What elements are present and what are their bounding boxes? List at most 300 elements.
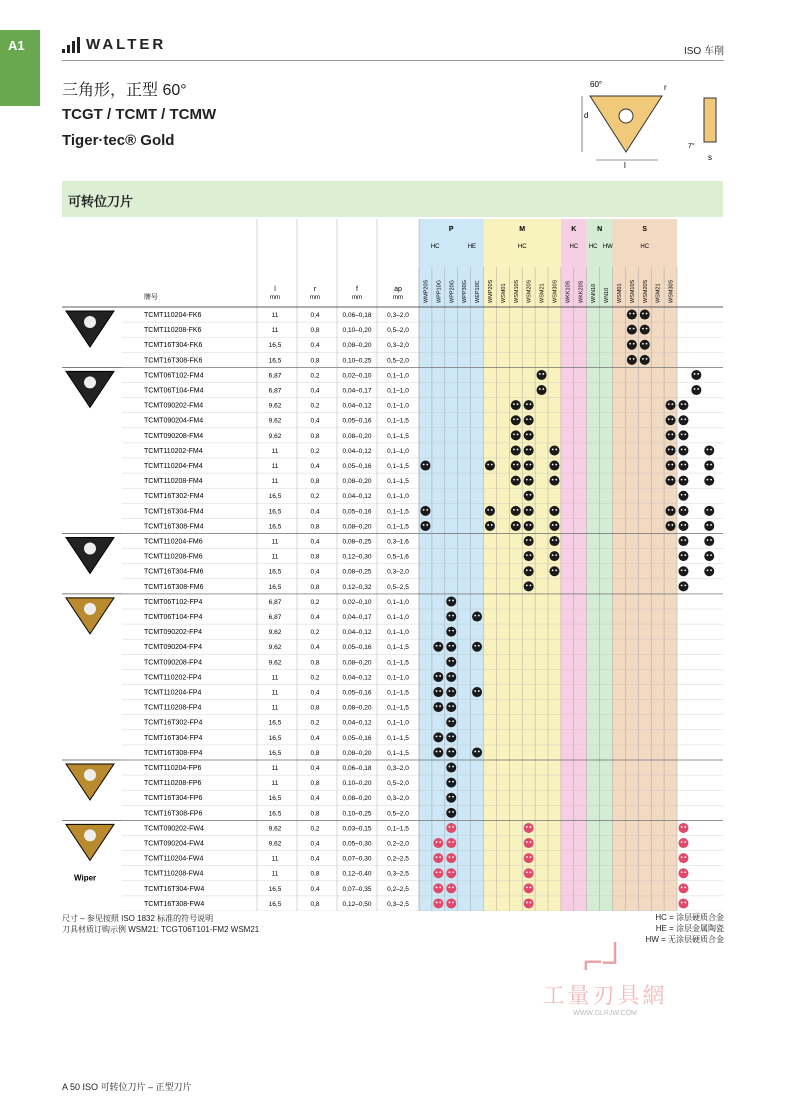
suitability-g-icon bbox=[678, 506, 688, 516]
suitability-w-icon bbox=[446, 868, 456, 878]
mark-eye-icon bbox=[629, 328, 631, 330]
suitability-h-icon bbox=[446, 672, 456, 682]
row-val: 9,62 bbox=[268, 825, 282, 833]
mark-eye-icon bbox=[436, 886, 438, 888]
mark-eye-icon bbox=[452, 630, 454, 632]
brand-name: WALTER bbox=[86, 36, 167, 53]
row-val: 9,62 bbox=[268, 402, 282, 410]
row-val: 0,1–1,0 bbox=[387, 387, 409, 395]
row-val: 0,12–0,30 bbox=[342, 553, 372, 561]
mark-eye-icon bbox=[449, 735, 451, 737]
row-val: 0,08–0,20 bbox=[342, 795, 372, 803]
suitability-x-icon bbox=[549, 566, 559, 576]
mark-eye-icon bbox=[513, 509, 515, 511]
mark-eye-icon bbox=[530, 433, 532, 435]
mark-eye-icon bbox=[681, 826, 683, 828]
title-models: TCGT / TCMT / TCMW bbox=[62, 106, 217, 123]
mark-eye-icon bbox=[436, 841, 438, 843]
row-val: 11 bbox=[271, 674, 279, 682]
mark-eye-icon bbox=[707, 524, 709, 526]
grade-legend bbox=[646, 912, 724, 945]
suitability-w-icon bbox=[678, 838, 688, 848]
row-val: 0,05–0,30 bbox=[342, 840, 372, 848]
suitability-h-icon bbox=[446, 596, 456, 606]
row-val: 0,08–0,20 bbox=[342, 749, 372, 757]
row-val: 0,8 bbox=[310, 704, 320, 712]
row-designation: TCMT110208-FK6 bbox=[144, 327, 202, 335]
row-val: 0,1–1,5 bbox=[387, 523, 409, 531]
row-val: 0,2 bbox=[310, 372, 320, 380]
suitability-x-icon bbox=[549, 536, 559, 546]
row-designation: TCMT110202-FM4 bbox=[144, 447, 203, 455]
mark-eye-icon bbox=[684, 464, 686, 466]
row-val: 0,4 bbox=[310, 765, 320, 772]
row-val: 0,12–0,40 bbox=[342, 870, 372, 878]
row-val: 0,1–1,0 bbox=[387, 598, 409, 606]
row-val: 16,5 bbox=[268, 508, 282, 516]
mark-eye-icon bbox=[526, 584, 528, 586]
suitability-w-icon bbox=[678, 883, 688, 893]
row-val: 0,4 bbox=[310, 795, 320, 803]
suitability-x-icon bbox=[704, 521, 714, 531]
mark-eye-icon bbox=[681, 464, 683, 466]
grade-col-N-WNN10: WNN10 bbox=[591, 283, 598, 303]
mark-eye-icon bbox=[426, 524, 428, 526]
mark-eye-icon bbox=[452, 796, 454, 798]
group-code-K: K bbox=[571, 226, 577, 233]
mark-eye-icon bbox=[436, 751, 438, 753]
mark-eye-icon bbox=[671, 509, 673, 511]
suitability-g-icon bbox=[524, 566, 534, 576]
suitability-g-icon bbox=[678, 461, 688, 471]
row-designation: TCMT06T104-FP4 bbox=[144, 614, 203, 621]
mark-eye-icon bbox=[487, 464, 489, 466]
mark-eye-icon bbox=[684, 856, 686, 858]
mark-eye-icon bbox=[474, 615, 476, 617]
mark-eye-icon bbox=[452, 766, 454, 768]
mark-eye-icon bbox=[491, 524, 493, 526]
row-designation: TCMT110208-FM6 bbox=[144, 553, 203, 561]
row-val: 0,1–1,5 bbox=[387, 417, 409, 425]
row-designation: TCMT110204-FM6 bbox=[144, 538, 203, 546]
row-val: 0,2–2,5 bbox=[387, 855, 409, 863]
row-val: 0,5–2,5 bbox=[387, 583, 409, 591]
insert-table bbox=[62, 219, 723, 911]
mark-eye-icon bbox=[449, 902, 451, 904]
mark-eye-icon bbox=[474, 690, 476, 692]
mark-eye-icon bbox=[439, 705, 441, 707]
suitability-h-icon bbox=[446, 808, 456, 818]
grade-col-S-WSM10S: WSM10S bbox=[629, 279, 636, 303]
row-val: 0,07–0,30 bbox=[342, 855, 372, 863]
mark-eye-icon bbox=[681, 841, 683, 843]
row-val: 0,1–1,5 bbox=[387, 478, 409, 486]
mark-eye-icon bbox=[439, 735, 441, 737]
suitability-h-icon bbox=[472, 687, 482, 697]
insert-hole-icon bbox=[84, 603, 96, 615]
mark-eye-icon bbox=[439, 902, 441, 904]
row-designation: TCMT110208-FW4 bbox=[144, 870, 204, 878]
suitability-h-icon bbox=[446, 627, 456, 637]
mark-eye-icon bbox=[684, 826, 686, 828]
row-val: 0,4 bbox=[310, 463, 320, 470]
mark-eye-icon bbox=[449, 886, 451, 888]
row-val: 0,07–0,35 bbox=[342, 885, 372, 893]
suitability-g-icon bbox=[666, 415, 676, 425]
mark-eye-icon bbox=[668, 479, 670, 481]
mark-eye-icon bbox=[426, 464, 428, 466]
mark-eye-icon bbox=[526, 418, 528, 420]
mark-eye-icon bbox=[530, 509, 532, 511]
mark-eye-icon bbox=[449, 630, 451, 632]
mark-eye-icon bbox=[452, 675, 454, 677]
mark-eye-icon bbox=[646, 328, 648, 330]
hdr-ap-unit: mm bbox=[393, 295, 403, 301]
row-val: 0,2 bbox=[310, 598, 320, 606]
mark-eye-icon bbox=[668, 433, 670, 435]
row-val: 0,5–2,0 bbox=[387, 327, 409, 335]
row-val: 0,4 bbox=[310, 538, 320, 546]
row-val: 0,8 bbox=[310, 432, 320, 440]
row-val: 0,1–1,5 bbox=[387, 659, 409, 667]
mark-eye-icon bbox=[452, 902, 454, 904]
row-val: 6,87 bbox=[268, 614, 282, 621]
dim-d: d bbox=[584, 111, 589, 120]
suitability-w-icon bbox=[678, 898, 688, 908]
row-val: 0,8 bbox=[310, 810, 320, 818]
suitability-x-icon bbox=[704, 461, 714, 471]
mark-eye-icon bbox=[681, 871, 683, 873]
mark-eye-icon bbox=[671, 403, 673, 405]
suitability-b-icon bbox=[640, 310, 650, 320]
mark-eye-icon bbox=[526, 509, 528, 511]
mark-eye-icon bbox=[526, 464, 528, 466]
mark-eye-icon bbox=[629, 313, 631, 315]
mark-eye-icon bbox=[426, 509, 428, 511]
row-val: 6,87 bbox=[268, 598, 282, 606]
row-val: 0,10–0,25 bbox=[342, 810, 372, 818]
row-val: 0,4 bbox=[310, 614, 320, 621]
mark-eye-icon bbox=[710, 524, 712, 526]
mark-eye-icon bbox=[710, 509, 712, 511]
row-val: 0,1–1,0 bbox=[387, 402, 409, 410]
mark-eye-icon bbox=[436, 871, 438, 873]
row-val: 0,8 bbox=[310, 478, 320, 486]
suitability-g-icon bbox=[524, 536, 534, 546]
row-val: 0,06–0,18 bbox=[342, 765, 372, 772]
row-designation: TCMT110204-FP6 bbox=[144, 765, 202, 772]
mark-eye-icon bbox=[517, 418, 519, 420]
insert-hole-icon bbox=[84, 316, 96, 328]
mark-eye-icon bbox=[530, 871, 532, 873]
mark-eye-icon bbox=[671, 524, 673, 526]
mark-eye-icon bbox=[487, 509, 489, 511]
row-designation: TCMT110204-FK6 bbox=[144, 312, 202, 319]
suitability-g-icon bbox=[511, 476, 521, 486]
suitability-n-icon bbox=[691, 385, 701, 395]
row-val: 0,4 bbox=[310, 689, 320, 697]
suitability-x-icon bbox=[549, 476, 559, 486]
mark-eye-icon bbox=[694, 373, 696, 375]
row-val: 0,8 bbox=[310, 780, 320, 788]
row-designation: TCMT110202-FP4 bbox=[144, 674, 202, 682]
mark-eye-icon bbox=[681, 584, 683, 586]
watermark bbox=[540, 945, 670, 1017]
suitability-g-icon bbox=[485, 506, 495, 516]
suitability-w-icon bbox=[524, 853, 534, 863]
suitability-h-icon bbox=[446, 717, 456, 727]
mark-eye-icon bbox=[668, 464, 670, 466]
suitability-h-icon bbox=[446, 612, 456, 622]
mark-eye-icon bbox=[474, 751, 476, 753]
mark-eye-icon bbox=[491, 464, 493, 466]
row-val: 11 bbox=[271, 704, 279, 712]
mark-eye-icon bbox=[449, 675, 451, 677]
suitability-w-icon bbox=[433, 853, 443, 863]
row-val: 0,4 bbox=[310, 885, 320, 893]
row-designation: TCMT110204-FP4 bbox=[144, 689, 202, 697]
mark-eye-icon bbox=[526, 403, 528, 405]
grade-col-P-WMP20S: WMP20S bbox=[423, 279, 430, 303]
suitability-x-icon bbox=[704, 506, 714, 516]
row-val: 0,5–2,0 bbox=[387, 810, 409, 818]
mark-eye-icon bbox=[684, 841, 686, 843]
grade-col-K-WKK20S: WKK20S bbox=[578, 280, 585, 303]
suitability-g-icon bbox=[666, 445, 676, 455]
insert-hole-icon bbox=[84, 543, 96, 555]
mark-eye-icon bbox=[436, 645, 438, 647]
row-val: 6,87 bbox=[268, 387, 282, 395]
mark-eye-icon bbox=[642, 313, 644, 315]
watermark-url: WWW.GLRJW.COM bbox=[573, 1010, 637, 1017]
suitability-g-icon bbox=[511, 461, 521, 471]
suitability-g-icon bbox=[678, 415, 688, 425]
grade-col-M-WSM20S: WSM20S bbox=[526, 279, 533, 303]
mark-eye-icon bbox=[710, 449, 712, 451]
mark-eye-icon bbox=[449, 690, 451, 692]
mark-eye-icon bbox=[539, 388, 541, 390]
row-val: 0,08–0,20 bbox=[342, 659, 372, 667]
suitability-g-icon bbox=[524, 506, 534, 516]
suitability-g-icon bbox=[666, 430, 676, 440]
group-sub-N-HC: HC bbox=[588, 244, 598, 250]
row-val: 0,05–0,16 bbox=[342, 689, 372, 697]
mark-eye-icon bbox=[439, 675, 441, 677]
row-val: 0,2 bbox=[310, 674, 320, 682]
row-designation: TCMT16T304-FP4 bbox=[144, 734, 203, 742]
row-val: 0,2 bbox=[310, 825, 320, 833]
suitability-h-icon bbox=[433, 642, 443, 652]
mark-eye-icon bbox=[513, 524, 515, 526]
mark-eye-icon bbox=[449, 811, 451, 813]
mark-eye-icon bbox=[487, 524, 489, 526]
row-val: 0,08–0,20 bbox=[342, 478, 372, 486]
watermark-cn: 工量刃具網 bbox=[542, 983, 668, 1008]
suitability-g-icon bbox=[420, 521, 430, 531]
group-code-N: N bbox=[597, 226, 603, 233]
row-val: 0,2 bbox=[310, 402, 320, 410]
row-val: 0,8 bbox=[310, 357, 320, 365]
mark-eye-icon bbox=[684, 479, 686, 481]
category-label: ISO 车削 bbox=[683, 46, 724, 57]
mark-eye-icon bbox=[642, 358, 644, 360]
grade-col-S-WSM20S: WSM20S bbox=[642, 279, 649, 303]
mark-eye-icon bbox=[526, 902, 528, 904]
mark-eye-icon bbox=[436, 675, 438, 677]
mark-eye-icon bbox=[697, 373, 699, 375]
mark-eye-icon bbox=[671, 464, 673, 466]
row-val: 0,4 bbox=[310, 840, 320, 848]
mark-eye-icon bbox=[681, 433, 683, 435]
mark-eye-icon bbox=[681, 902, 683, 904]
mark-eye-icon bbox=[629, 343, 631, 345]
mark-eye-icon bbox=[710, 464, 712, 466]
mark-eye-icon bbox=[452, 886, 454, 888]
row-designation: TCMT06T102-FM4 bbox=[144, 372, 204, 380]
mark-eye-icon bbox=[542, 373, 544, 375]
mark-eye-icon bbox=[697, 388, 699, 390]
row-val: 11 bbox=[271, 478, 279, 486]
mark-eye-icon bbox=[684, 569, 686, 571]
mark-eye-icon bbox=[530, 403, 532, 405]
suitability-g-icon bbox=[678, 521, 688, 531]
mark-eye-icon bbox=[513, 403, 515, 405]
mark-eye-icon bbox=[671, 479, 673, 481]
row-val: 0,12–0,32 bbox=[342, 583, 372, 591]
row-val: 0,1–1,5 bbox=[387, 749, 409, 757]
mark-eye-icon bbox=[530, 539, 532, 541]
suitability-g-icon bbox=[524, 430, 534, 440]
row-designation: TCMT090204-FW4 bbox=[144, 840, 204, 848]
row-val: 0,03–0,15 bbox=[342, 825, 372, 833]
row-val: 0,8 bbox=[310, 583, 320, 591]
suitability-g-icon bbox=[511, 506, 521, 516]
mark-eye-icon bbox=[526, 449, 528, 451]
row-val: 0,2–2,5 bbox=[387, 885, 409, 893]
suitability-x-icon bbox=[704, 536, 714, 546]
suitability-b-icon bbox=[640, 355, 650, 365]
row-val: 0,05–0,16 bbox=[342, 463, 372, 470]
suitability-g-icon bbox=[511, 415, 521, 425]
mark-eye-icon bbox=[681, 494, 683, 496]
mark-eye-icon bbox=[684, 584, 686, 586]
header-divider bbox=[62, 60, 724, 61]
suitability-g-icon bbox=[524, 521, 534, 531]
footnote-dimensions: 尺寸 – 参见按照 ISO 1832 标准的符号说明 bbox=[62, 914, 214, 923]
insert-diagram bbox=[576, 78, 726, 168]
suitability-g-icon bbox=[678, 400, 688, 410]
mark-eye-icon bbox=[710, 569, 712, 571]
dim-angle: 60° bbox=[590, 80, 603, 89]
dim-r: r bbox=[664, 83, 667, 92]
row-val: 0,2 bbox=[310, 719, 320, 727]
row-val: 0,02–0,10 bbox=[342, 598, 372, 606]
mark-eye-icon bbox=[542, 388, 544, 390]
row-val: 0,3–2,0 bbox=[387, 312, 409, 319]
mark-eye-icon bbox=[452, 841, 454, 843]
row-designation: TCMT110208-FM4 bbox=[144, 478, 203, 486]
suitability-x-icon bbox=[549, 506, 559, 516]
suitability-g-icon bbox=[485, 521, 495, 531]
mark-eye-icon bbox=[684, 418, 686, 420]
mark-eye-icon bbox=[646, 358, 648, 360]
row-designation: TCMT16T304-FP6 bbox=[144, 795, 203, 803]
suitability-w-icon bbox=[524, 868, 534, 878]
group-code-S: S bbox=[642, 226, 648, 233]
row-val: 6,87 bbox=[268, 372, 282, 380]
mark-eye-icon bbox=[707, 539, 709, 541]
suitability-h-icon bbox=[446, 687, 456, 697]
mark-eye-icon bbox=[530, 494, 532, 496]
suitability-g-icon bbox=[666, 400, 676, 410]
mark-eye-icon bbox=[513, 418, 515, 420]
grade-col-S-WSM30S: WSM30S bbox=[668, 279, 675, 303]
suitability-x-icon bbox=[549, 461, 559, 471]
row-designation: TCMT06T104-FM4 bbox=[144, 387, 204, 395]
row-val: 0,1–1,5 bbox=[387, 644, 409, 652]
row-val: 9,62 bbox=[268, 417, 282, 425]
suitability-w-icon bbox=[433, 883, 443, 893]
mark-eye-icon bbox=[684, 433, 686, 435]
row-val: 0,1–1,5 bbox=[387, 508, 409, 516]
mark-eye-icon bbox=[684, 403, 686, 405]
group-sub-K-HC: HC bbox=[569, 244, 579, 250]
row-val: 0,04–0,12 bbox=[342, 674, 372, 682]
mark-eye-icon bbox=[530, 449, 532, 451]
suitability-g-icon bbox=[420, 506, 430, 516]
row-designation: TCMT06T102-FP4 bbox=[144, 598, 203, 606]
suitability-g-icon bbox=[524, 491, 534, 501]
row-val: 0,1–1,0 bbox=[387, 629, 409, 637]
grade-col-N-WN10: WN10 bbox=[604, 287, 611, 303]
section-title: 可转位刀片 bbox=[62, 181, 723, 217]
grade-col-M-WSM10S: WSM10S bbox=[513, 279, 520, 303]
mark-eye-icon bbox=[684, 886, 686, 888]
row-val: 11 bbox=[271, 538, 279, 546]
suitability-g-icon bbox=[524, 461, 534, 471]
row-val: 0,1–1,0 bbox=[387, 719, 409, 727]
suitability-g-icon bbox=[678, 445, 688, 455]
row-val: 16,5 bbox=[268, 810, 282, 818]
suitability-b-icon bbox=[640, 325, 650, 335]
row-designation: TCMT16T308-FP6 bbox=[144, 810, 203, 818]
row-val: 0,3–1,6 bbox=[387, 538, 409, 546]
mark-eye-icon bbox=[449, 841, 451, 843]
row-val: 0,1–1,0 bbox=[387, 674, 409, 682]
row-val: 0,4 bbox=[310, 568, 320, 576]
grade-col-M-WMP20S: WMP20S bbox=[487, 279, 494, 303]
mark-eye-icon bbox=[439, 871, 441, 873]
suitability-x-icon bbox=[704, 445, 714, 455]
mark-eye-icon bbox=[526, 871, 528, 873]
suitability-x-icon bbox=[704, 551, 714, 561]
row-val: 0,4 bbox=[310, 342, 320, 350]
mark-eye-icon bbox=[671, 433, 673, 435]
row-val: 0,05–0,16 bbox=[342, 734, 372, 742]
mark-eye-icon bbox=[517, 449, 519, 451]
mark-eye-icon bbox=[452, 720, 454, 722]
dim-rake: 7° bbox=[688, 143, 695, 150]
row-val: 0,3–2,0 bbox=[387, 568, 409, 576]
mark-eye-icon bbox=[436, 902, 438, 904]
suitability-n-icon bbox=[537, 370, 547, 380]
group-sub-N-HW: HW bbox=[602, 244, 613, 250]
mark-eye-icon bbox=[517, 464, 519, 466]
hdr-r-unit: mm bbox=[310, 295, 320, 301]
row-val: 0,1–1,5 bbox=[387, 689, 409, 697]
legend-he: HE = 涂层金属陶瓷 bbox=[655, 924, 724, 933]
suitability-n-icon bbox=[691, 370, 701, 380]
